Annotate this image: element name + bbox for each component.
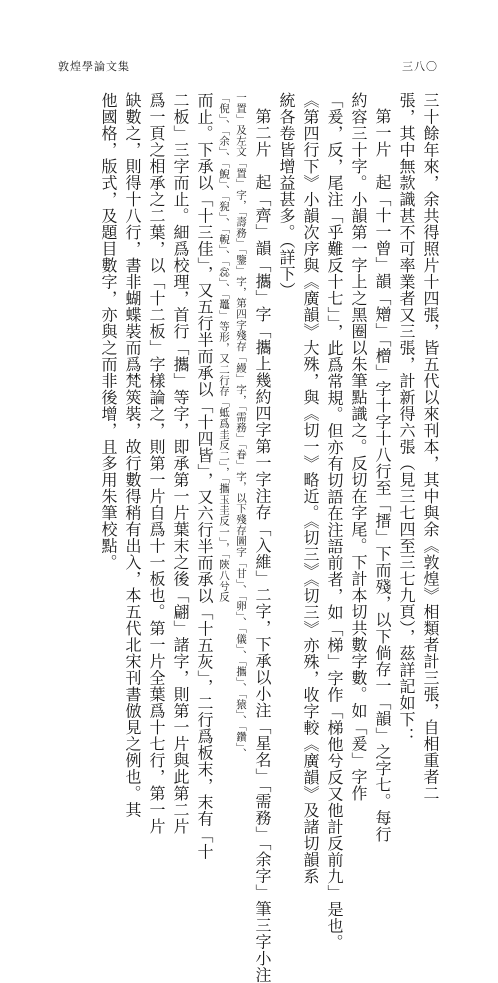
text-column: 「爰，反，尾注「乎難反十七」」，此爲常規。但亦有切語在注語前者，如「梯」字作「梯他兮反又他計反前九」是也。 xyxy=(325,92,344,951)
text-column: 二板」三字而止。細爲校理，首行「攜」等字，即承第一片葉末之後「翩」諸字，則第一片與此第二片 xyxy=(171,92,190,835)
text-column: 爲一頁之相承之二葉，以「十二板」字樣論之，則第一片自爲十一板也。第一片全葉爲十七行，第一片 xyxy=(147,92,166,835)
text-column: 他國格，版式，及題目數字，亦與之而非後增，且多用朱筆校點。 xyxy=(99,92,118,571)
text-column: 缺數之，則得十八行，書非蝴蝶裝而爲梵筴裝，故行數得稍有出入，本五代北宋刊書倣見之例也。其 xyxy=(123,92,142,818)
page-header xyxy=(58,58,438,80)
text-column: 約容三十字。小韻第一字上之黑圈以朱筆點識之。反切在字尾。下計本切共數字數。如「爰」字作 xyxy=(349,92,368,802)
text-column: 《第四行下》小韻次序與《廣韻》大殊，與《切一》略近。《切三》《切三》亦殊，收字較《廣韻》及諸切韻系 xyxy=(301,92,320,885)
text-column: 三十餘年來，余共得照片十四張，皆五代以來刊本，其中與余《敦煌》相類者計三張，自相重者二 xyxy=(421,92,440,802)
text-column: 第一片 起「十一曾」韻「矰」「橧」字十字十八行至「搢」下而殘，以下倘存一「韻」之字七。每行 xyxy=(373,108,392,843)
text-column: 而止。下承以「十三佳」，又五行半而承以「十四皆」，又六行半而承以「十五灰」，二行爲板末，末有「十 xyxy=(195,92,214,860)
text-column: 一置」及左文「置」字，「壽務」「鑒」字，第四字殘存「縵」字，「需務」「眷」字，以下殘存圖字「甘」、「卵」、「儀」、「攜」、「猿」、「鑽」、 xyxy=(235,92,247,759)
text-body xyxy=(54,92,440,983)
page-number: 三八〇 xyxy=(402,60,438,73)
text-column: 張，其中無款識甚不可率業者又三張，計新得六張（見三七四至三七九頁），茲詳記如下： xyxy=(397,92,416,744)
text-column: 第二片 起「齊」韻「攜」字「攜上幾約四字第一字注存「入維」二字，下承以小注「星名」「需務」「余字」筆三字小注 xyxy=(253,108,272,983)
text-column: 「倪」、「余」、「鯢」、「猊」、「輗」、「惢」、「鼉」等形，又二行存「蚳爲圭反二」，「攜玉圭反一」，「陝八兮反 xyxy=(218,92,230,602)
book-title: 敦煌學論文集 xyxy=(58,60,130,73)
text-column: 統各卷皆增益甚多。（詳下） xyxy=(277,92,296,299)
